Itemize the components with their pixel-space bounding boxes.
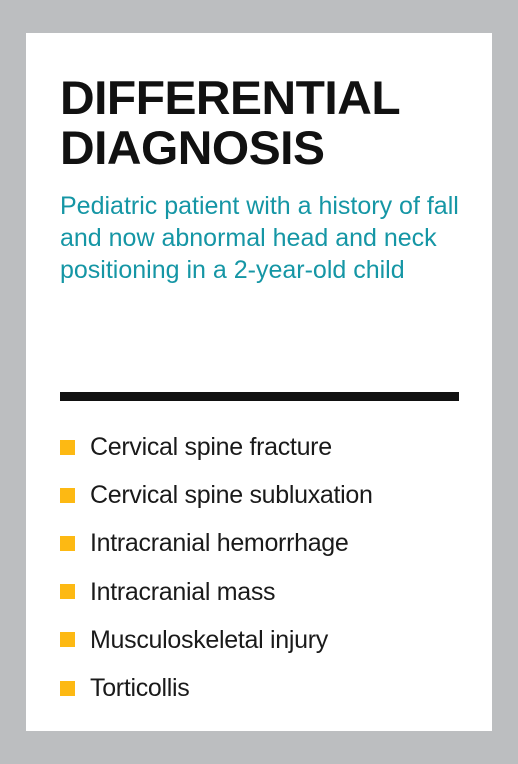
case-description: Pediatric patient with a history of fall and now abnormal head and neck positioning in a 2-year-old child bbox=[60, 192, 459, 284]
square-bullet-icon bbox=[60, 584, 75, 599]
list-item bbox=[60, 471, 373, 519]
diagnosis-label: Cervical spine fracture bbox=[90, 433, 332, 462]
list-item bbox=[60, 423, 373, 471]
list-item bbox=[60, 664, 373, 712]
square-bullet-icon bbox=[60, 632, 75, 647]
diagnosis-label: Intracranial hemorrhage bbox=[90, 529, 349, 558]
square-bullet-icon bbox=[60, 440, 75, 455]
title-line-2: DIAGNOSIS bbox=[60, 121, 325, 174]
diagnosis-label: Intracranial mass bbox=[90, 577, 276, 606]
divider-rule bbox=[60, 392, 459, 401]
square-bullet-icon bbox=[60, 681, 75, 696]
square-bullet-icon bbox=[60, 536, 75, 551]
diagnosis-list bbox=[60, 423, 373, 712]
diagnosis-label: Cervical spine subluxation bbox=[90, 481, 373, 510]
card-title bbox=[60, 73, 400, 173]
list-item bbox=[60, 616, 373, 664]
square-bullet-icon bbox=[60, 488, 75, 503]
list-item bbox=[60, 519, 373, 567]
differential-diagnosis-card bbox=[26, 33, 492, 731]
diagnosis-label: Musculoskeletal injury bbox=[90, 625, 328, 654]
list-item bbox=[60, 568, 373, 616]
title-line-1: DIFFERENTIAL bbox=[60, 71, 401, 124]
diagnosis-label: Torticollis bbox=[90, 674, 190, 703]
